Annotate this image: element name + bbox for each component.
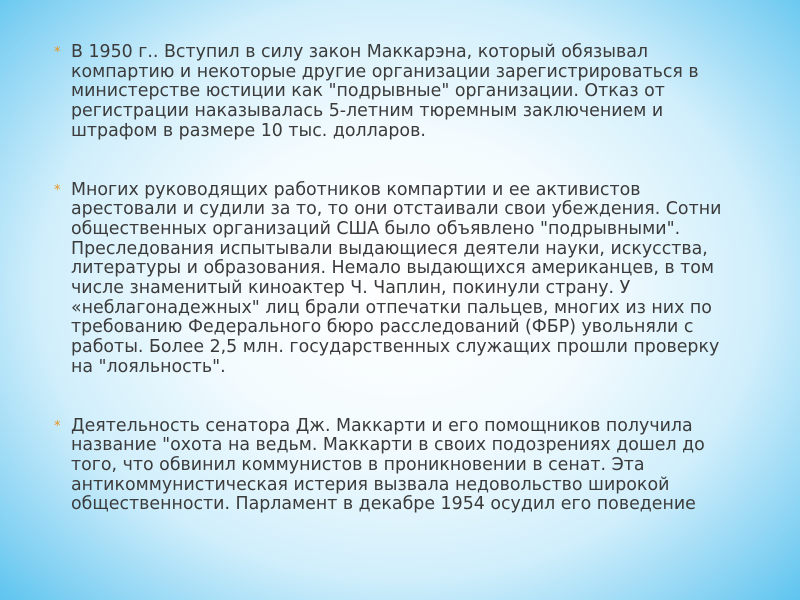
bullet-marker-3: * [54, 418, 61, 434]
paragraph-text-3: Деятельность сенатора Дж. Маккарти и его помощников получила название "охота на ведьм. Маккарти в своих подозрениях дошел до того, что обвинил коммунистов в проникновении в сенат. Эта антикоммунистическая истерия вызвала недовольство широкой общественности. Парламент в декабре 1954 осудил его поведение [71, 415, 705, 515]
paragraph-text-1: В 1950 г.. Вступил в силу закон Маккарэна, который обязывал компартию и некоторые другие организации зарегистрироваться в министерстве юстиции как "подрывные" организации. Отказ от регистрации наказывалась 5-летним тюремным заключением и штрафом в размере 10 тыс. долларов. [71, 42, 699, 141]
bullet-marker-1: * [54, 45, 61, 60]
slide-body [52, 43, 742, 515]
bullet-marker-2: * [54, 182, 61, 198]
bullet-paragraph-3 [52, 417, 742, 516]
paragraph-text-2: Многих руководящих работников компартии и ее активистов арестовали и судили за то, то они отстаивали свои убеждения. Сотни общественных организаций США было объявлено "подрывными". Преследования испытывали выдающиеся деятели науки, искусства, литературы и образования. Немало выдающихся американцев, в том числе знаменитый киноактер Ч. Чаплин, покинули страну. У «неблагонадежных" лиц брали отпечатки пальцев, многих из них по требованию Федерального бюро расследований (ФБР) увольняли с работы. Более 2,5 млн. государственных служащих прошли проверку на "лояльность". [71, 179, 722, 377]
bullet-paragraph-1 [52, 43, 742, 142]
bullet-paragraph-2 [52, 181, 742, 378]
